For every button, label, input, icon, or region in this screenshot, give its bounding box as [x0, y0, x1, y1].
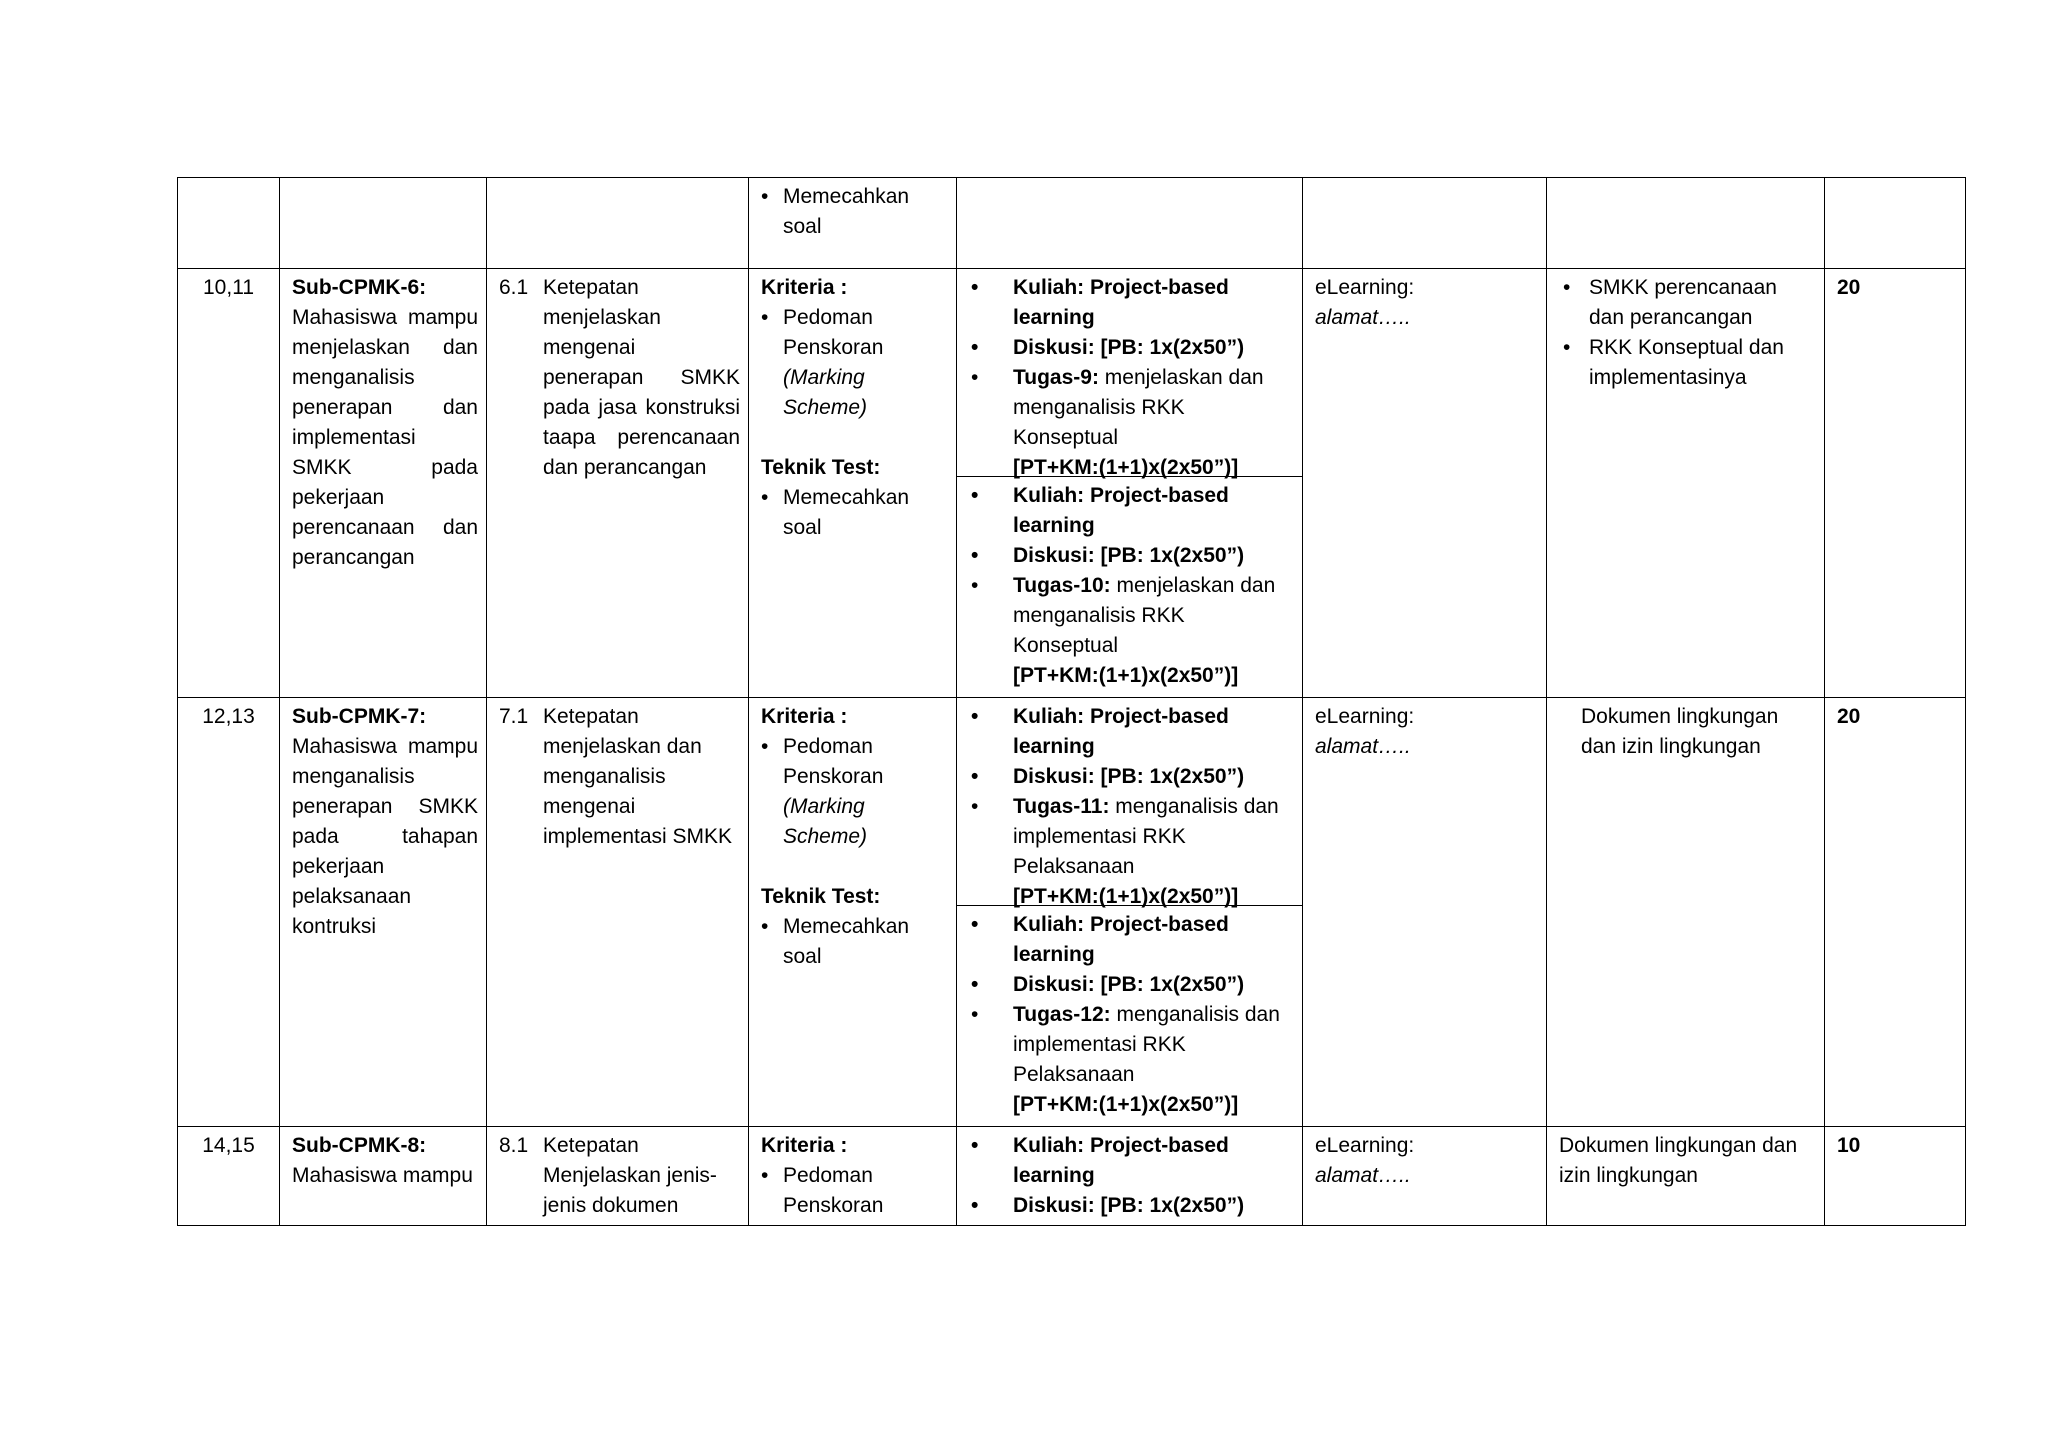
diskusi-item: • Diskusi: [PB: 1x(2x50”) [969, 762, 1292, 792]
materi-cell: Dokumen lingkungan dan izin lingkungan [1547, 1127, 1825, 1226]
subcpmk-cell [280, 269, 487, 698]
activity-cell [957, 1127, 1303, 1226]
teknik-label: Teknik Test: [761, 885, 881, 908]
subcpmk-desc: Mahasiswa mampu menganalisis penerapan SMKK pada tahapan pekerjaan pelaksanaan kontruksi [292, 735, 478, 938]
teknik-label: Teknik Test: [761, 456, 881, 479]
activity-cell [957, 269, 1303, 698]
activity-block [957, 905, 1302, 1124]
tugas-item: • Tugas-11: menganalisis dan implementasi RKK Pelaksanaan [PT+KM:(1+1)x(2x50”)] [969, 792, 1292, 912]
subcpmk-cell [280, 178, 487, 269]
tugas-item: • Tugas-12: menganalisis dan implementasi RKK Pelaksanaan [PT+KM:(1+1)x(2x50”)] [969, 1000, 1292, 1120]
bobot-cell [1825, 178, 1966, 269]
teknik-item: • Memecahkan soal [761, 182, 948, 242]
media-cell [1303, 269, 1547, 698]
activity-block [957, 269, 1302, 479]
media-label: eLearning: [1315, 705, 1415, 728]
indicator-cell [487, 178, 749, 269]
kriteria-label: Kriteria : [761, 705, 848, 728]
week-cell: 10,11 [178, 269, 280, 698]
kriteria-item: • Pedoman Penskoran (Marking Scheme) [761, 732, 948, 852]
media-cell [1303, 1127, 1547, 1226]
media-label: eLearning: [1315, 1134, 1415, 1157]
subcpmk-desc: Mahasiswa mampu menjelaskan dan menganalisis penerapan dan implementasi SMKK pada pekerjaan perencanaan dan perancangan [292, 306, 478, 569]
indicator-text: Ketepatan menjelaskan mengenai penerapan SMKK pada jasa konstruksi taapa perencanaan dan perancangan [543, 276, 740, 479]
materi-item: • SMKK perencanaan dan perancangan [1559, 273, 1816, 333]
activity-cell [957, 178, 1303, 269]
week-cell: 14,15 [178, 1127, 280, 1226]
media-label: eLearning: [1315, 276, 1415, 299]
subcpmk-cell [280, 1127, 487, 1226]
table-row [178, 178, 1966, 269]
media-address: alamat….. [1315, 735, 1411, 758]
subcpmk-title: Sub-CPMK-7: [292, 705, 427, 728]
bobot-cell: 20 [1825, 698, 1966, 1127]
subcpmk-title: Sub-CPMK-8: [292, 1134, 427, 1157]
tugas-item: • Tugas-9: menjelaskan dan menganalisis RKK Konseptual [PT+KM:(1+1)x(2x50”)] [969, 363, 1292, 483]
materi-item: • RKK Konseptual dan implementasinya [1559, 333, 1816, 393]
diskusi-item: • Diskusi: [PB: 1x(2x50”) [969, 333, 1292, 363]
bobot-cell: 20 [1825, 269, 1966, 698]
indicator-number: 7.1 [499, 705, 529, 728]
teknik-item: • Memecahkan soal [761, 912, 948, 972]
activity-block [957, 698, 1302, 908]
table-row [178, 269, 1966, 698]
bobot-cell: 10 [1825, 1127, 1966, 1226]
media-address: alamat….. [1315, 306, 1411, 329]
tugas-item: • Tugas-10: menjelaskan dan menganalisis RKK Konseptual [PT+KM:(1+1)x(2x50”)] [969, 571, 1292, 691]
indicator-number: 6.1 [499, 276, 529, 299]
kriteria-cell [749, 269, 957, 698]
kriteria-label: Kriteria : [761, 276, 848, 299]
subcpmk-title: Sub-CPMK-6: [292, 276, 427, 299]
indicator-cell [487, 269, 749, 698]
rps-table [177, 177, 1966, 1226]
rps-document [177, 177, 1965, 1226]
media-address: alamat….. [1315, 1164, 1411, 1187]
table-row [178, 698, 1966, 1127]
diskusi-item: • Diskusi: [PB: 1x(2x50”) [969, 1191, 1294, 1221]
activity-block [957, 476, 1302, 695]
materi-cell [1547, 178, 1825, 269]
activity-cell [957, 698, 1303, 1127]
kriteria-label: Kriteria : [761, 1134, 848, 1157]
kuliah-item: • Kuliah: Project-based learning [969, 910, 1292, 970]
materi-cell [1547, 269, 1825, 698]
kriteria-item: • Pedoman Penskoran [761, 1161, 948, 1221]
indicator-number: 8.1 [499, 1134, 529, 1157]
table-row [178, 1127, 1966, 1226]
week-cell: 12,13 [178, 698, 280, 1127]
kriteria-cell [749, 1127, 957, 1226]
indicator-cell [487, 698, 749, 1127]
diskusi-item: • Diskusi: [PB: 1x(2x50”) [969, 541, 1292, 571]
kuliah-item: • Kuliah: Project-based learning [969, 1131, 1294, 1191]
kuliah-item: • Kuliah: Project-based learning [969, 702, 1292, 762]
kuliah-item: • Kuliah: Project-based learning [969, 273, 1292, 333]
kuliah-item: • Kuliah: Project-based learning [969, 481, 1292, 541]
subcpmk-cell [280, 698, 487, 1127]
kriteria-cell [749, 698, 957, 1127]
indicator-text: Ketepatan Menjelaskan jenis-jenis dokumen [543, 1134, 717, 1217]
diskusi-item: • Diskusi: [PB: 1x(2x50”) [969, 970, 1292, 1000]
kriteria-cell [749, 178, 957, 269]
media-cell [1303, 178, 1547, 269]
indicator-text: Ketepatan menjelaskan dan menganalisis mengenai implementasi SMKK [543, 705, 733, 848]
media-cell [1303, 698, 1547, 1127]
kriteria-item: • Pedoman Penskoran (Marking Scheme) [761, 303, 948, 423]
indicator-cell [487, 1127, 749, 1226]
subcpmk-desc: Mahasiswa mampu [292, 1164, 473, 1187]
teknik-item: • Memecahkan soal [761, 483, 948, 543]
week-cell [178, 178, 280, 269]
materi-cell: Dokumen lingkungan dan izin lingkungan [1547, 698, 1825, 1127]
